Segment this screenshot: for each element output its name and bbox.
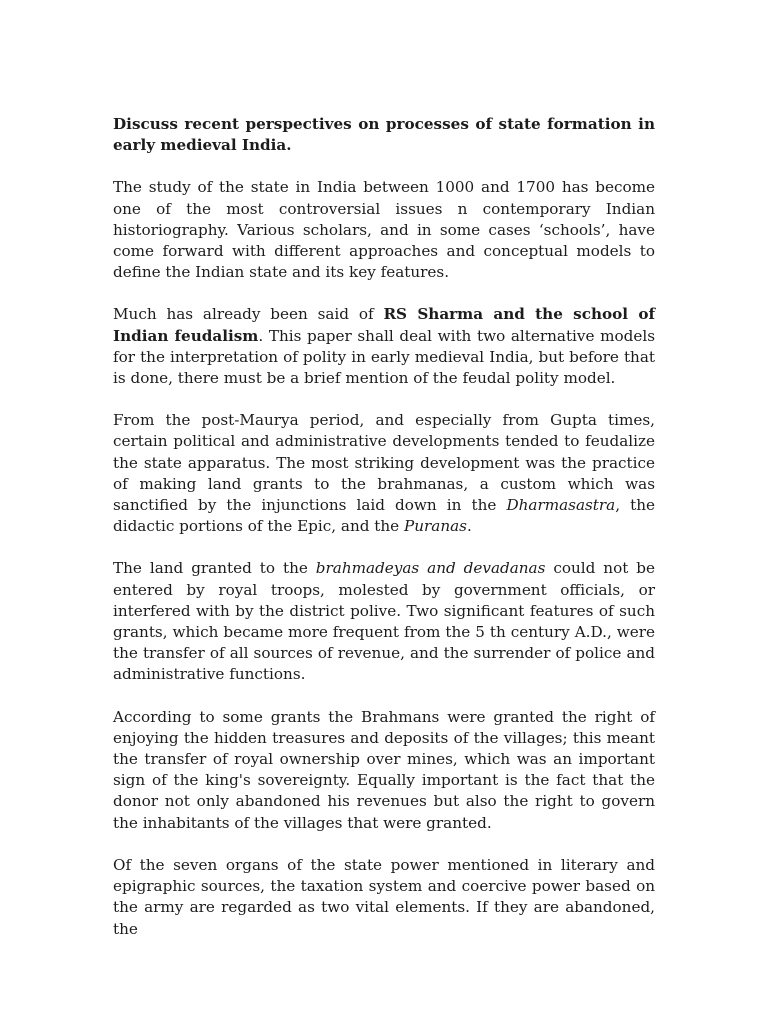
italic-text-run: brahmadeyas and devadanas — [315, 559, 546, 578]
text-run: Of the seven organs of the state power mentioned in literary and epigraphic sources, the taxation system and coercive power based on the army are regarded as two vital elements. If they are abandoned, the — [113, 855, 655, 938]
text-run: Much has already been said of — [113, 305, 384, 324]
text-run: . — [466, 517, 472, 536]
body-paragraph — [113, 707, 655, 834]
body-paragraph — [113, 855, 655, 940]
bold-text-run: RS Sharma and the school of Indian feudalism — [113, 305, 656, 345]
body-paragraph — [113, 177, 655, 283]
text-run: , the didactic portions of the Epic, and the — [113, 496, 656, 536]
document-page — [113, 114, 655, 961]
document-title: Discuss recent perspectives on processes of state formation in early medieval India. — [113, 115, 655, 155]
text-run: could not be entered by royal troops, molested by government officials, or interfered with by the district polive. Two significant features of such grants, which became more frequent from the 5 th century A.D., were the transfer of all sources of revenue, and the surrender of police and administrative functions. — [113, 559, 655, 684]
body-paragraph — [113, 558, 655, 685]
text-run: . This paper shall deal with two alternative models for the interpretation of polity in early medieval India, but before that is done, there must be a brief mention of the feudal polity model. — [113, 326, 655, 388]
text-run: The study of the state in India between 1000 and 1700 has become one of the most controversial issues n contemporary Indian historiography. Various scholars, and in some cases ‘schools’, have come forward with different approaches and conceptual models to define the Indian state and its key features. — [113, 178, 655, 282]
italic-text-run: Puranas — [404, 517, 467, 536]
text-run: From the post-Maurya period, and especially from Gupta times, certain political and administrative developments tended to feudalize the state apparatus. The most striking development was the practice of making land grants to the brahmanas, a custom which was sanctified by the injunctions laid down in the — [113, 411, 655, 515]
body-paragraph — [113, 304, 655, 389]
text-run: The land granted to the — [113, 559, 316, 578]
body-paragraph — [113, 410, 655, 537]
italic-text-run: Dharmasastra — [506, 496, 616, 515]
document-body — [113, 177, 655, 939]
text-run: According to some grants the Brahmans were granted the right of enjoying the hidden treasures and deposits of the villages; this meant the transfer of royal ownership over mines, which was an important sign of the king's sovereignty. Equally important is the fact that the donor not only abandoned his revenues but also the right to govern the inhabitants of the villages that were granted. — [113, 707, 655, 832]
